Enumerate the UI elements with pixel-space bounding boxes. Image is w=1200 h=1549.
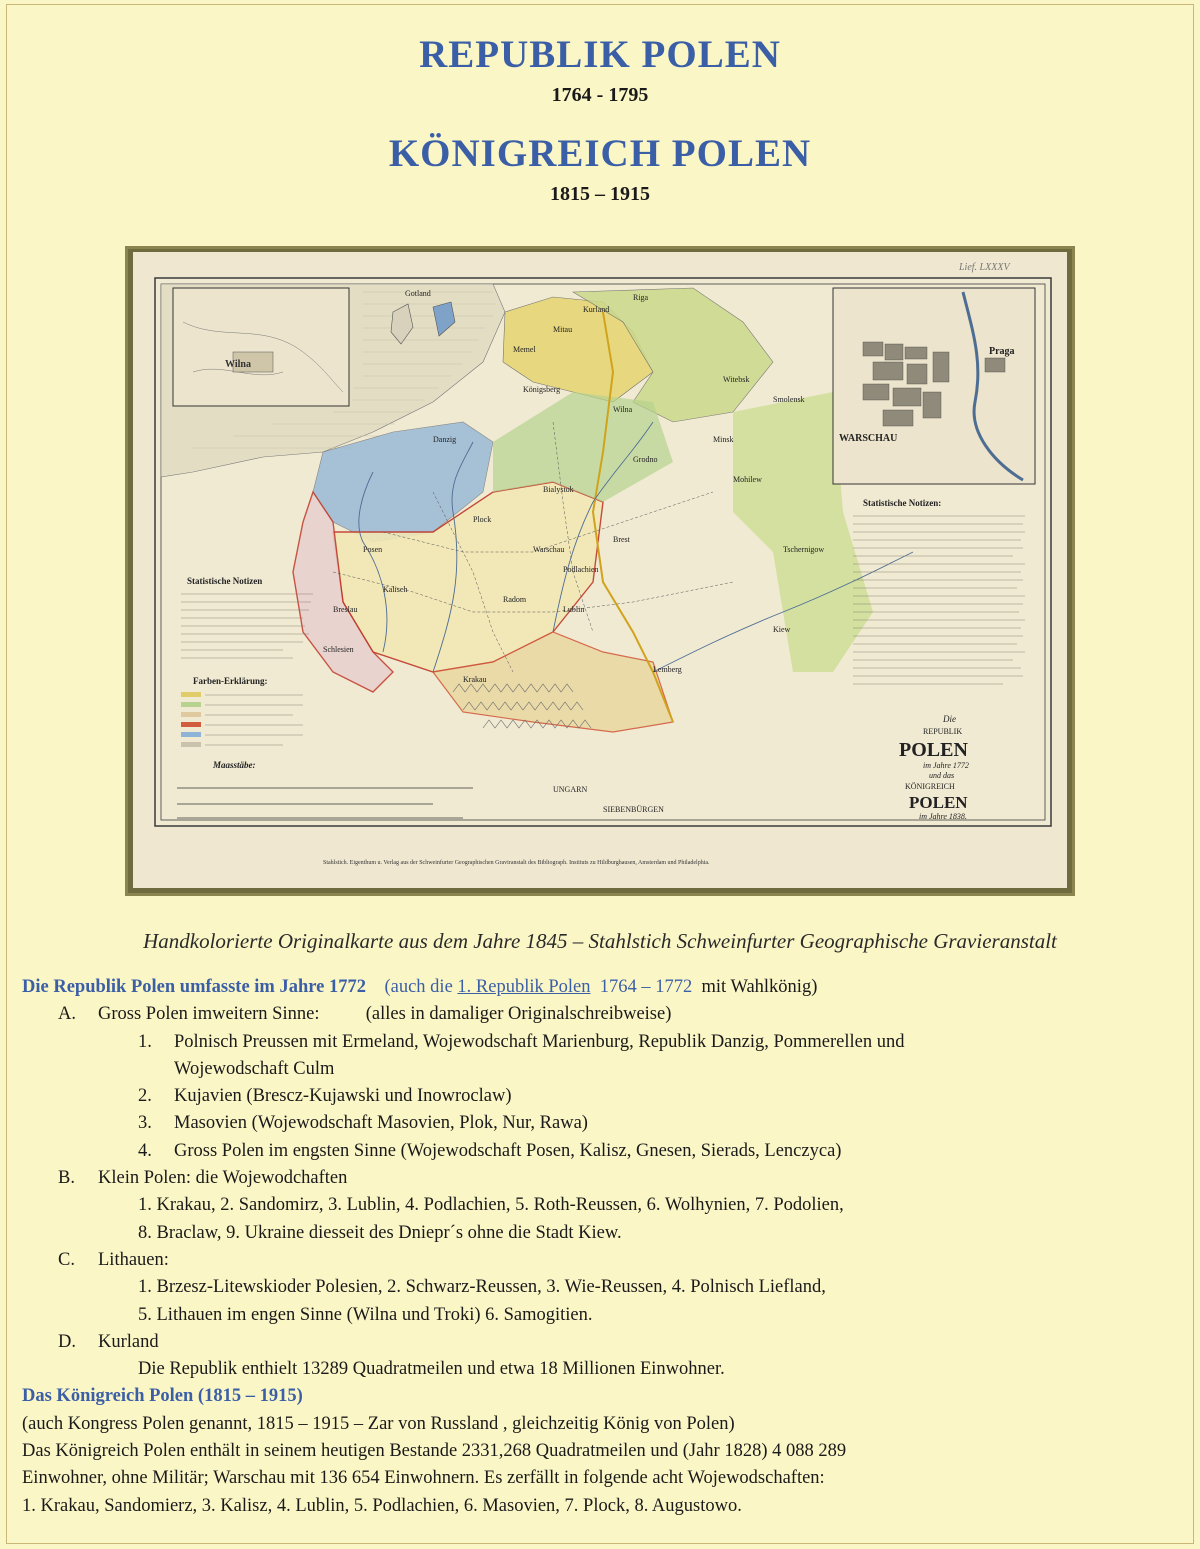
place-label: Bialystok (543, 485, 574, 494)
item-b2: 8. Braclaw, 9. Ukraine diesseit des Dniepr´s ohne die Stadt Kiew. (138, 1222, 622, 1243)
place-label: Breslau (333, 605, 358, 614)
item-b-label: B. (58, 1168, 75, 1189)
body-text (22, 974, 1192, 1520)
place-label: Lublin (563, 605, 585, 614)
item-a1-cont (22, 1056, 1192, 1083)
item-d (22, 1329, 1192, 1356)
section1-heading-line (22, 974, 1192, 1001)
place-label: Mohilew (733, 475, 762, 484)
republik-link[interactable]: 1. Republik Polen (457, 977, 591, 997)
item-a1-text: Polnisch Preussen mit Ermeland, Wojewodschaft Marienburg, Republik Danzig, Pommerellen und (174, 1031, 905, 1052)
place-label: Danzig (433, 435, 457, 444)
map-stats-left-title: Statistische Notizen (187, 576, 263, 586)
place-label: Gotland (405, 289, 431, 298)
item-a2 (22, 1083, 1192, 1110)
place-label: Krakau (463, 675, 487, 684)
item-a2-text: Kujavien (Brescz-Kujawski und Inowroclaw) (174, 1086, 512, 1107)
item-d-label: D. (58, 1331, 76, 1352)
place-label: Brest (613, 535, 630, 544)
place-label: Wilna (613, 405, 633, 414)
item-b (22, 1165, 1192, 1192)
item-a1 (22, 1029, 1192, 1056)
place-label: Kalisch (383, 585, 408, 594)
place-label: Minsk (713, 435, 734, 444)
antique-map (133, 252, 1067, 888)
section1-aside-post: mit Wahlkönig) (701, 977, 818, 997)
item-c2: 5. Lithauen im engen Sinne (Wilna und Troki) 6. Samogitien. (138, 1304, 593, 1325)
map-svg (133, 252, 1067, 888)
section2-line1: (auch Kongress Polen genannt, 1815 – 1915 – Zar von Russland , gleichzeitig König von Polen) (22, 1413, 735, 1434)
item-a1-num: 1. (138, 1031, 152, 1052)
section1-summary: Die Republik enthielt 13289 Quadratmeilen und etwa 18 Millionen Einwohner. (138, 1359, 725, 1380)
section2-heading: Das Königreich Polen (1815 – 1915) (22, 1386, 303, 1407)
cartouche-title2: POLEN (909, 793, 968, 812)
item-a-label: A. (58, 1004, 76, 1025)
item-a4 (22, 1138, 1192, 1165)
section1-heading: Die Republik Polen umfasste im Jahre 1772 (22, 977, 366, 997)
cartouche-year1: im Jahre 1772 (923, 761, 969, 770)
place-label: Schlesien (323, 645, 354, 654)
map-stamp: Lief. LXXXV (959, 262, 1010, 273)
map-stats-right-title: Statistische Notizen: (863, 498, 942, 508)
cartouche-year2: im Jahre 1838. (919, 812, 967, 821)
place-label: Tschernigow (783, 545, 825, 554)
item-a-text: Gross Polen imweitern Sinne: (98, 1004, 320, 1025)
section1-aside-years: 1764 – 1772 (599, 977, 693, 997)
place-label: Kurland (583, 305, 610, 314)
dates-republik: 1764 - 1795 (551, 84, 649, 106)
item-a3-num: 3. (138, 1113, 152, 1134)
item-a (22, 1001, 1192, 1028)
item-a4-num: 4. (138, 1140, 152, 1161)
map-scale-title: Maasstäbe: (213, 760, 256, 770)
section2-line4: 1. Krakau, Sandomierz, 3. Kalisz, 4. Lublin, 5. Podlachien, 6. Masovien, 7. Plock, 8. Augustowo. (22, 1495, 742, 1516)
cartouche-pre: Die (943, 714, 956, 724)
title-republik-polen: REPUBLIK POLEN (419, 33, 781, 76)
place-label: Podlachien (563, 565, 599, 574)
dates-koenigreich: 1815 – 1915 (550, 183, 650, 205)
cartouche-title1: POLEN (899, 739, 968, 761)
title-koenigreich-polen: KÖNIGREICH POLEN (388, 132, 812, 175)
section2-line2: Das Königreich Polen enthält in seinem heutigen Bestande 2331,268 Quadratmeilen und (Jahr 1828) 4 088 289 (22, 1441, 847, 1462)
place-label: Posen (363, 545, 383, 554)
place-label: Kiew (773, 625, 791, 634)
map-imprint: Stahlstich. Eigenthum u. Verlag aus der Schweinfurter Geographischen Graviranstalt des Bibliograph. Instituts zu Hildburghausen, Amsterdam und Philadelphia. (323, 860, 710, 866)
item-a3 (22, 1110, 1192, 1137)
place-label: Grodno (633, 455, 658, 464)
place-label: Lemberg (653, 665, 682, 674)
item-c-label: C. (58, 1249, 75, 1270)
cartouche-line1: REPUBLIK (923, 727, 963, 736)
place-label: Witebsk (723, 375, 750, 384)
inset-wilna-label: Wilna (225, 359, 251, 370)
cartouche-line2: KÖNIGREICH (905, 782, 955, 791)
item-a-note: (alles in damaliger Originalschreibweise) (365, 1004, 672, 1025)
place-label: Plock (473, 515, 492, 524)
item-d-text: Kurland (98, 1331, 159, 1352)
place-label: Warschau (533, 545, 565, 554)
place-label: Radom (503, 595, 527, 604)
item-b1: 1. Krakau, 2. Sandomirz, 3. Lublin, 4. Podlachien, 5. Roth-Reussen, 6. Wolhynien, 7. Podolien, (138, 1195, 844, 1216)
place-label: Smolensk (773, 395, 805, 404)
place-label: Mitau (553, 325, 573, 334)
section2-heading-line (22, 1383, 1192, 1410)
item-a4-text: Gross Polen im engsten Sinne (Wojewodschaft Posen, Kalisz, Gnesen, Sierads, Lenczyca) (174, 1140, 842, 1161)
place-label: Riga (633, 293, 649, 302)
inset-warschau-label: WARSCHAU (839, 433, 898, 444)
section1-aside-pre: (auch die (384, 977, 453, 997)
map-mat (125, 246, 1075, 896)
item-a3-text: Masovien (Wojewodschaft Masovien, Plok, Nur, Rawa) (174, 1113, 588, 1134)
place-label: Königsberg (523, 385, 561, 394)
item-a2-num: 2. (138, 1086, 152, 1107)
place-label: UNGARN (553, 785, 588, 794)
item-c1: 1. Brzesz-Litewskioder Polesien, 2. Schwarz-Reussen, 3. Wie-Reussen, 4. Polnisch Liefland, (138, 1277, 826, 1298)
item-c (22, 1247, 1192, 1274)
item-b-text: Klein Polen: die Wojewodchaften (98, 1168, 348, 1189)
map-caption: Handkolorierte Originalkarte aus dem Jahre 1845 – Stahlstich Schweinfurter Geographische Gravieranstalt (143, 929, 1057, 953)
section2-line3: Einwohner, ohne Militär; Warschau mit 136 654 Einwohnern. Es zerfällt in folgende acht Wojewodschaften: (22, 1468, 825, 1489)
cartouche-and: und das (929, 771, 955, 780)
map-legend-title: Farben-Erklärung: (193, 676, 268, 686)
inset-praga-label: Praga (989, 346, 1015, 357)
place-label: Memel (513, 345, 536, 354)
item-c-text: Lithauen: (98, 1249, 169, 1270)
item-a1-cont-text: Wojewodschaft Culm (174, 1058, 335, 1079)
place-label: SIEBENBÜRGEN (603, 805, 664, 814)
